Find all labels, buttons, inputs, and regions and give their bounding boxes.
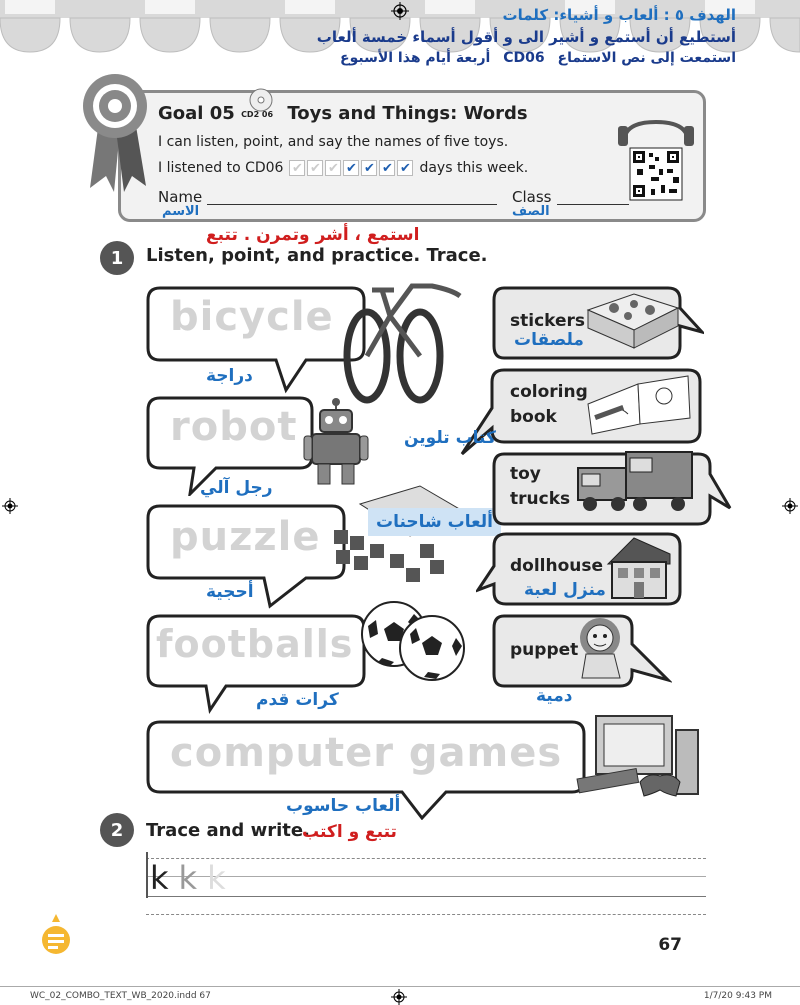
word-puppet: puppet [510,640,579,660]
registration-mark-bottom-icon [391,989,407,1005]
bicycle-icon [342,276,464,410]
letter-k-gray: k [178,859,198,897]
footer-timestamp: 1/7/20 9:43 PM [703,991,772,1001]
goal-rosette-icon [80,68,150,196]
writing-line-base [146,896,706,897]
trace-letters[interactable] [150,857,226,899]
arabic-robot: رجل آلي [200,478,273,498]
footballs-icon [360,600,466,682]
footer-filename: WC_02_COMBO_TEXT_WB_2020.indd 67 [30,991,211,1001]
word-coloring-book: coloring book [510,382,588,427]
day-checkbox-empty[interactable]: ✔ [307,160,323,176]
trace-word-puzzle: puzzle [170,514,321,560]
day-checkbox-empty[interactable]: ✔ [289,160,305,176]
registration-mark-icon [391,2,409,20]
goal-line-2: I listened to CD06 ✔ ✔ ✔ ✔ ✔ ✔ ✔ days this week. [158,160,529,176]
section1-arabic-title: استمع ، أشر وتمرن . تتبع [206,225,420,245]
cd-icon [249,88,273,112]
day-checkbox-checked[interactable]: ✔ [379,160,395,176]
computer-games-icon [576,712,716,808]
arabic-footballs: كرات قدم [256,690,339,710]
writing-line-bottom [146,914,706,915]
section2-title: Trace and write. [146,820,310,841]
trace-word-footballs: footballs [156,622,354,666]
arabic-puppet: دمية [536,686,573,706]
writing-margin [146,852,148,898]
class-field[interactable] [557,204,629,205]
arabic-coloring-book: كتاب تلوين [404,428,496,448]
day-checkbox-checked[interactable]: ✔ [361,160,377,176]
class-label-arabic: الصف [512,204,550,219]
trace-word-bicycle: bicycle [170,294,334,340]
stickers-icon [584,290,682,354]
arabic-toy-trucks: ألعاب شاحنات [368,508,501,536]
puzzle-icon [330,484,470,588]
trace-word-computer-games: computer games [170,730,563,776]
section2-arabic-title: تتبع و اكتب [302,822,397,842]
robot-icon [300,396,372,488]
day-checkbox-checked[interactable]: ✔ [397,160,413,176]
arabic-stickers: ملصقات [514,330,584,350]
publisher-logo-icon [38,912,74,956]
registration-mark-right-icon [782,498,798,514]
puppet-icon [574,616,626,680]
section1-number-badge: 1 [100,241,134,275]
arabic-puzzle: أحجية [206,582,254,602]
section2-number-badge: 2 [100,813,134,847]
header-arabic-listening: استمعت إلى نص الاستماع CD06 أربعة أيام هذا الأسبوع [340,50,736,66]
toy-trucks-icon [574,446,700,518]
writing-line-top [146,858,706,859]
headphones-qr-icon [614,116,698,204]
class-label: Class [512,188,552,206]
letter-k-solid: k [150,859,169,897]
footer-rule [0,986,800,987]
arabic-dollhouse: منزل لعبة [524,580,606,600]
word-toy-trucks: toy trucks [510,464,571,509]
name-label-arabic: الاسم [162,204,200,219]
name-label: Name [158,188,203,206]
trace-word-robot: robot [170,404,298,450]
day-checkbox-checked[interactable]: ✔ [343,160,359,176]
word-dollhouse: dollhouse [510,556,604,576]
arabic-computer-games: ألعاب حاسوب [286,796,401,816]
header-arabic-objective: أستطيع أن أستمع و أشير الى و أقول أسماء خمسة ألعاب [316,28,736,46]
page-number: 67 [658,935,682,955]
arabic-bicycle: دراجة [206,366,253,386]
header-arabic-goal: الهدف ٥ : ألعاب و أشياء: كلمات [502,6,736,24]
letter-k-light: k [207,859,226,897]
day-checkbox-empty[interactable]: ✔ [325,160,341,176]
cd-badge: CD2 06 [241,104,281,124]
coloring-book-icon [584,374,694,438]
dollhouse-icon [604,534,674,600]
section1-title: Listen, point, and practice. Trace. [146,245,488,266]
goal-title: Goal 05 CD2 06 Toys and Things: Words [158,103,528,124]
name-field[interactable] [207,204,497,205]
word-stickers: stickers [510,311,586,331]
goal-line-1: I can listen, point, and say the names of five toys. [158,134,509,150]
day-checkboxes[interactable] [289,160,413,176]
registration-mark-left-icon [2,498,18,514]
writing-line-mid [146,876,706,877]
